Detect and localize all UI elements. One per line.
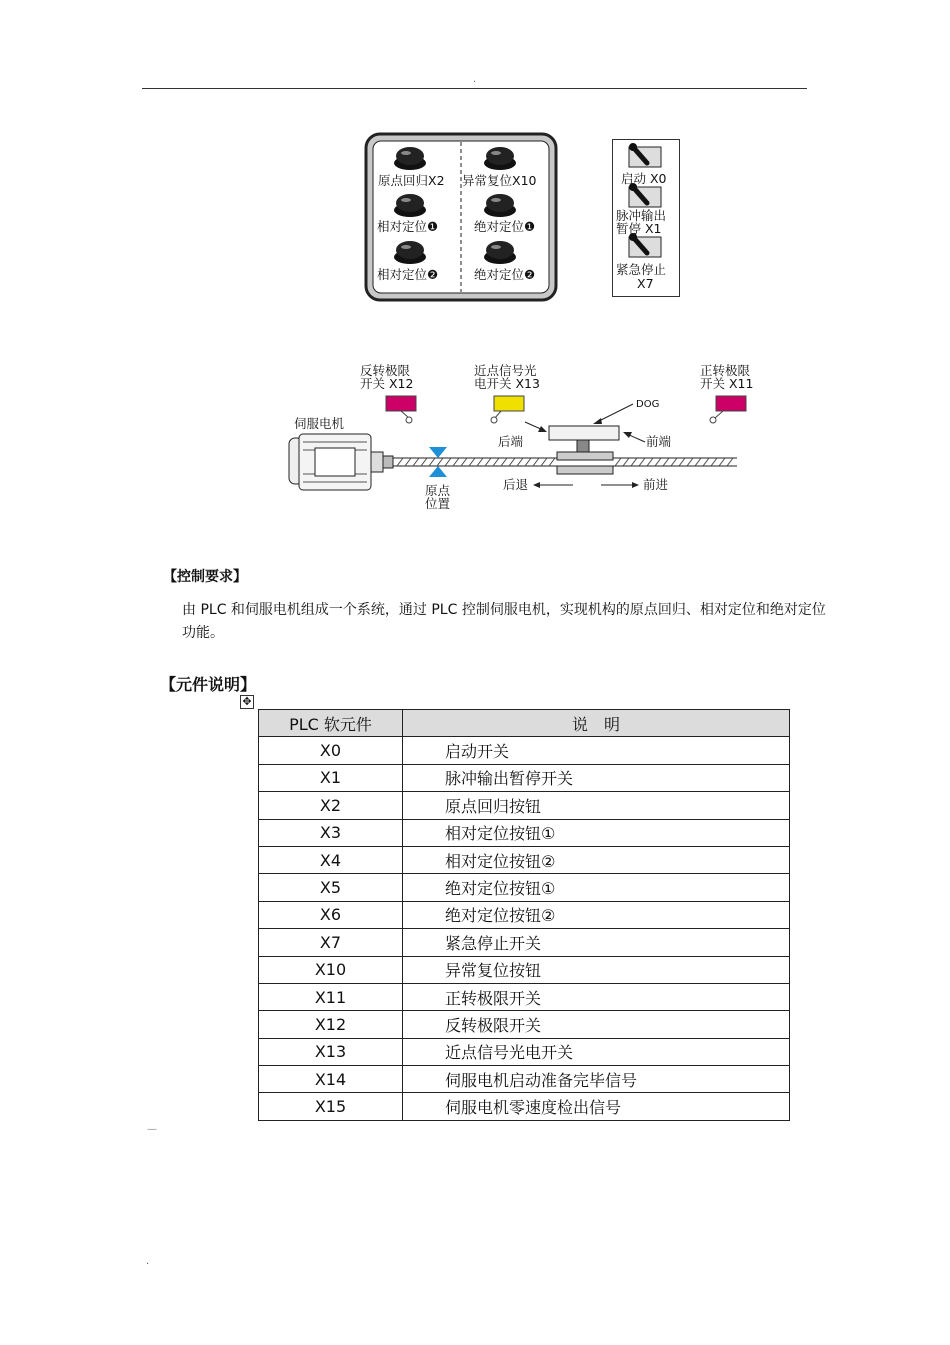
servo-motor-icon: [289, 434, 393, 490]
description-cell: 伺服电机启动准备完毕信号: [403, 1066, 790, 1093]
toggle-switch-icon: [629, 183, 661, 207]
device-cell: X2: [259, 792, 403, 819]
table-row: [259, 1093, 790, 1120]
forward-limit-label-l1: 正转极限: [700, 363, 751, 378]
reverse-limit-label-l1: 反转极限: [360, 363, 411, 378]
table-header-description: 说 明: [403, 710, 790, 737]
near-point-label-l1: 近点信号光: [474, 363, 537, 378]
table-row: [259, 846, 790, 873]
description-cell: 近点信号光电开关: [403, 1038, 790, 1065]
device-cell: X14: [259, 1066, 403, 1093]
footer-dot: .: [146, 1256, 150, 1267]
description-cell: 相对定位按钮②: [403, 846, 790, 873]
toggle-switch-icon: [629, 143, 661, 167]
device-cell: X10: [259, 956, 403, 983]
device-cell: X0: [259, 737, 403, 764]
origin-label-l1: 原点: [425, 483, 451, 498]
device-cell: X7: [259, 929, 403, 956]
reverse-limit-switch-icon: [386, 396, 416, 411]
footer-dash: —: [147, 1124, 157, 1135]
button-label-relative-2: 相对定位❷: [377, 267, 439, 282]
description-cell: 绝对定位按钮①: [403, 874, 790, 901]
rear-end-label: 后端: [498, 434, 524, 449]
origin-label-l2: 位置: [425, 496, 451, 511]
table-header-row: [259, 710, 790, 737]
forward-label: 前进: [643, 477, 669, 492]
button-label-home-return: 原点回归X2: [378, 173, 445, 188]
toggle-switch-icon: [629, 233, 661, 257]
forward-limit-label-l2: 开关 X11: [700, 376, 754, 391]
element-table: [258, 709, 790, 1121]
description-cell: 异常复位按钮: [403, 956, 790, 983]
table-row: [259, 901, 790, 928]
header-rule: [142, 88, 807, 89]
control-requirements-title: 【控制要求】: [163, 569, 247, 585]
table-row: [259, 792, 790, 819]
device-cell: X15: [259, 1093, 403, 1120]
button-label-absolute-2: 绝对定位❷: [474, 267, 536, 282]
description-cell: 正转极限开关: [403, 983, 790, 1010]
servo-motor-label: 伺服电机: [294, 416, 345, 431]
table-row: [259, 929, 790, 956]
device-cell: X3: [259, 819, 403, 846]
switch-label-start: 启动 X0: [621, 171, 667, 186]
device-cell: X1: [259, 764, 403, 791]
front-end-label: 前端: [646, 434, 672, 449]
move-handle-icon[interactable]: ✥: [240, 695, 254, 709]
switch-label-pause-l1: 脉冲输出: [616, 208, 667, 223]
mechanism-diagram: [285, 390, 755, 520]
table-row: [259, 1066, 790, 1093]
device-cell: X5: [259, 874, 403, 901]
device-cell: X6: [259, 901, 403, 928]
switch-label-estop-l1: 紧急停止: [616, 262, 667, 277]
description-cell: 脉冲输出暂停开关: [403, 764, 790, 791]
description-cell: 原点回归按钮: [403, 792, 790, 819]
description-cell: 伺服电机零速度检出信号: [403, 1093, 790, 1120]
button-label-error-reset: 异常复位X10: [462, 173, 537, 188]
near-point-label-l2: 电开关 X13: [474, 376, 540, 391]
description-cell: 紧急停止开关: [403, 929, 790, 956]
header-dot: .: [473, 74, 477, 85]
device-cell: X13: [259, 1038, 403, 1065]
table-row: [259, 1011, 790, 1038]
table-row: [259, 764, 790, 791]
device-cell: X12: [259, 1011, 403, 1038]
dog-label: DOG: [636, 399, 660, 410]
reverse-limit-label-l2: 开关 X12: [360, 376, 414, 391]
control-requirements-line2: 功能。: [182, 625, 224, 641]
switch-label-pause-l2: 暂停 X1: [616, 221, 662, 236]
forward-limit-switch-icon: [716, 396, 746, 411]
table-row: [259, 874, 790, 901]
table-row: [259, 819, 790, 846]
switch-label-estop-l2: X7: [637, 276, 654, 291]
element-description-title: 【元件说明】: [160, 675, 257, 694]
table-row: [259, 1038, 790, 1065]
table-header-device: PLC 软元件: [259, 710, 403, 737]
table-row: [259, 983, 790, 1010]
backward-label: 后退: [503, 477, 529, 492]
control-requirements-line1: 由 PLC 和伺服电机组成一个系统，通过 PLC 控制伺服电机，实现机构的原点回归、相对定位和绝对定位: [182, 602, 826, 618]
description-cell: 相对定位按钮①: [403, 819, 790, 846]
button-label-absolute-1: 绝对定位❶: [474, 219, 536, 234]
description-cell: 启动开关: [403, 737, 790, 764]
table-row: [259, 737, 790, 764]
device-cell: X11: [259, 983, 403, 1010]
near-point-sensor-icon: [494, 396, 524, 411]
table-row: [259, 956, 790, 983]
button-label-relative-1: 相对定位❶: [377, 219, 439, 234]
device-cell: X4: [259, 846, 403, 873]
description-cell: 绝对定位按钮②: [403, 901, 790, 928]
description-cell: 反转极限开关: [403, 1011, 790, 1038]
